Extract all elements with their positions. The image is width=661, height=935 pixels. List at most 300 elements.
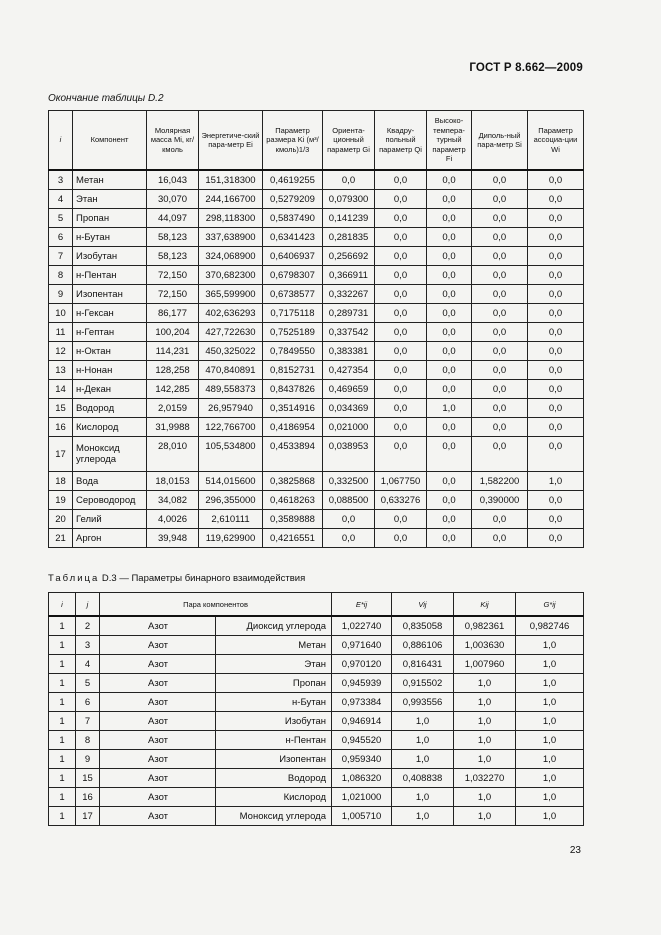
cell-component-1: Азот: [100, 769, 216, 788]
cell-association: 0,0: [528, 228, 584, 247]
cell-i: 11: [49, 323, 73, 342]
cell-molar-mass: 72,150: [147, 285, 199, 304]
col-header-orientation: Ориента-ционный параметр Gi: [323, 111, 375, 171]
cell-i: 1: [49, 788, 76, 807]
cell-component: Аргон: [73, 529, 147, 548]
cell-energy: 337,638900: [199, 228, 263, 247]
table-d2: [48, 110, 584, 548]
col-header-molar-mass: Молярная масса Mi, кг/кмоль: [147, 111, 199, 171]
table-d2-header-row: [49, 111, 584, 171]
cell-e: 1,086320: [332, 769, 392, 788]
cell-k: 1,003630: [454, 636, 516, 655]
cell-size: 0,5837490: [263, 209, 323, 228]
cell-e: 0,973384: [332, 693, 392, 712]
cell-component-2: Изопентан: [216, 750, 332, 769]
col-header-dipole: Диполь-ный пара-метр Si: [472, 111, 528, 171]
cell-g: 1,0: [516, 636, 584, 655]
cell-e: 0,946914: [332, 712, 392, 731]
table-d3: [48, 592, 584, 826]
cell-k: 1,0: [454, 693, 516, 712]
table-row: [49, 655, 584, 674]
cell-association: 1,0: [528, 472, 584, 491]
cell-quadrupole: 0,0: [375, 228, 427, 247]
cell-v: 1,0: [392, 731, 454, 750]
cell-dipole: 0,0: [472, 285, 528, 304]
cell-component-1: Азот: [100, 636, 216, 655]
cell-j: 2: [76, 616, 100, 636]
cell-size: 0,3825868: [263, 472, 323, 491]
cell-component: н-Гексан: [73, 304, 147, 323]
cell-orientation: 0,038953: [323, 437, 375, 472]
table-row: [49, 693, 584, 712]
cell-component-2: Диоксид углерода: [216, 616, 332, 636]
cell-dipole: 0,0: [472, 266, 528, 285]
cell-i: 21: [49, 529, 73, 548]
cell-e: 1,022740: [332, 616, 392, 636]
table-row: [49, 807, 584, 826]
table-row: [49, 437, 584, 472]
cell-orientation: 0,0: [323, 510, 375, 529]
table-d3-caption-text: D.3 — Параметры бинарного взаимодействия: [101, 573, 306, 584]
cell-size: 0,6406937: [263, 247, 323, 266]
col-header-j: j: [76, 593, 100, 617]
cell-j: 4: [76, 655, 100, 674]
col-header-pair: Пара компонентов: [100, 593, 332, 617]
cell-component-1: Азот: [100, 788, 216, 807]
cell-quadrupole: 0,0: [375, 285, 427, 304]
cell-dipole: 0,0: [472, 209, 528, 228]
cell-quadrupole: 0,0: [375, 418, 427, 437]
cell-component: н-Октан: [73, 342, 147, 361]
cell-orientation: 0,0: [323, 170, 375, 190]
table-row: [49, 285, 584, 304]
table-row: [49, 247, 584, 266]
cell-j: 7: [76, 712, 100, 731]
table-row: [49, 491, 584, 510]
cell-quadrupole: 0,0: [375, 190, 427, 209]
cell-component: Сероводород: [73, 491, 147, 510]
cell-high-temp: 0,0: [427, 266, 472, 285]
table-row: [49, 304, 584, 323]
cell-high-temp: 0,0: [427, 190, 472, 209]
cell-size: 0,3514916: [263, 399, 323, 418]
cell-size: 0,7849550: [263, 342, 323, 361]
cell-orientation: 0,088500: [323, 491, 375, 510]
cell-component: н-Бутан: [73, 228, 147, 247]
cell-j: 6: [76, 693, 100, 712]
cell-component-1: Азот: [100, 655, 216, 674]
cell-quadrupole: 0,0: [375, 247, 427, 266]
cell-i: 1: [49, 769, 76, 788]
cell-dipole: 0,0: [472, 418, 528, 437]
cell-association: 0,0: [528, 399, 584, 418]
cell-i: 20: [49, 510, 73, 529]
cell-association: 0,0: [528, 380, 584, 399]
cell-i: 15: [49, 399, 73, 418]
cell-orientation: 0,289731: [323, 304, 375, 323]
cell-g: 1,0: [516, 807, 584, 826]
table-row: [49, 472, 584, 491]
cell-e: 0,945939: [332, 674, 392, 693]
table-row: [49, 750, 584, 769]
cell-energy: 2,610111: [199, 510, 263, 529]
cell-i: 1: [49, 616, 76, 636]
table-row: [49, 731, 584, 750]
cell-association: 0,0: [528, 342, 584, 361]
col-header-i: i: [49, 593, 76, 617]
cell-quadrupole: 0,0: [375, 510, 427, 529]
cell-quadrupole: 0,0: [375, 529, 427, 548]
cell-j: 8: [76, 731, 100, 750]
table-d3-caption-label: Таблица: [48, 573, 100, 584]
cell-i: 6: [49, 228, 73, 247]
cell-component: н-Нонан: [73, 361, 147, 380]
cell-quadrupole: 0,0: [375, 323, 427, 342]
table-row: [49, 674, 584, 693]
cell-orientation: 0,256692: [323, 247, 375, 266]
cell-k: 1,0: [454, 674, 516, 693]
cell-association: 0,0: [528, 304, 584, 323]
cell-component: н-Пентан: [73, 266, 147, 285]
cell-dipole: 0,0: [472, 529, 528, 548]
col-header-e: E*ij: [332, 593, 392, 617]
cell-energy: 151,318300: [199, 170, 263, 190]
cell-molar-mass: 44,097: [147, 209, 199, 228]
page-number: 23: [569, 845, 581, 856]
cell-v: 0,993556: [392, 693, 454, 712]
cell-k: 1,0: [454, 788, 516, 807]
cell-i: 8: [49, 266, 73, 285]
cell-e: 0,959340: [332, 750, 392, 769]
cell-dipole: 0,390000: [472, 491, 528, 510]
cell-association: 0,0: [528, 170, 584, 190]
cell-v: 1,0: [392, 807, 454, 826]
cell-molar-mass: 58,123: [147, 228, 199, 247]
cell-i: 1: [49, 636, 76, 655]
cell-size: 0,7525189: [263, 323, 323, 342]
cell-molar-mass: 31,9988: [147, 418, 199, 437]
cell-energy: 324,068900: [199, 247, 263, 266]
cell-v: 0,408838: [392, 769, 454, 788]
cell-component: Метан: [73, 170, 147, 190]
cell-k: 0,982361: [454, 616, 516, 636]
col-header-component: Компонент: [73, 111, 147, 171]
cell-energy: 244,166700: [199, 190, 263, 209]
cell-g: 1,0: [516, 674, 584, 693]
cell-i: 16: [49, 418, 73, 437]
cell-g: 1,0: [516, 693, 584, 712]
cell-high-temp: 0,0: [427, 418, 472, 437]
cell-j: 9: [76, 750, 100, 769]
cell-component: Этан: [73, 190, 147, 209]
cell-molar-mass: 86,177: [147, 304, 199, 323]
cell-orientation: 0,366911: [323, 266, 375, 285]
cell-i: 7: [49, 247, 73, 266]
cell-quadrupole: 0,0: [375, 361, 427, 380]
cell-high-temp: 0,0: [427, 380, 472, 399]
cell-molar-mass: 18,0153: [147, 472, 199, 491]
table-row: [49, 380, 584, 399]
cell-i: 1: [49, 674, 76, 693]
cell-association: 0,0: [528, 190, 584, 209]
cell-molar-mass: 16,043: [147, 170, 199, 190]
cell-i: 1: [49, 807, 76, 826]
col-header-high-temp: Высоко-темпера-турный параметр Fi: [427, 111, 472, 171]
cell-association: 0,0: [528, 491, 584, 510]
cell-g: 1,0: [516, 655, 584, 674]
cell-component-1: Азот: [100, 731, 216, 750]
cell-k: 1,032270: [454, 769, 516, 788]
col-header-i: i: [49, 111, 73, 171]
cell-high-temp: 0,0: [427, 361, 472, 380]
cell-component: н-Декан: [73, 380, 147, 399]
col-header-g: G*ij: [516, 593, 584, 617]
col-header-energy: Энергетиче-ский пара-метр Ei: [199, 111, 263, 171]
cell-molar-mass: 28,010: [147, 437, 199, 472]
cell-component-2: Изобутан: [216, 712, 332, 731]
cell-dipole: 0,0: [472, 323, 528, 342]
cell-quadrupole: 0,0: [375, 380, 427, 399]
cell-i: 5: [49, 209, 73, 228]
table-row: [49, 342, 584, 361]
cell-molar-mass: 58,123: [147, 247, 199, 266]
table-d2-caption: Окончание таблицы D.2: [48, 93, 164, 104]
cell-orientation: 0,332500: [323, 472, 375, 491]
cell-component: Моноксид углерода: [73, 437, 147, 472]
cell-orientation: 0,427354: [323, 361, 375, 380]
col-header-association: Параметр ассоциа-ции Wi: [528, 111, 584, 171]
cell-k: 1,0: [454, 807, 516, 826]
cell-component: Водород: [73, 399, 147, 418]
table-row: [49, 361, 584, 380]
cell-component: Вода: [73, 472, 147, 491]
cell-v: 0,886106: [392, 636, 454, 655]
cell-i: 1: [49, 693, 76, 712]
cell-dipole: 0,0: [472, 247, 528, 266]
cell-association: 0,0: [528, 209, 584, 228]
cell-high-temp: 0,0: [427, 323, 472, 342]
cell-molar-mass: 72,150: [147, 266, 199, 285]
cell-i: 1: [49, 712, 76, 731]
table-row: [49, 418, 584, 437]
cell-high-temp: 0,0: [427, 472, 472, 491]
cell-component-1: Азот: [100, 616, 216, 636]
cell-energy: 105,534800: [199, 437, 263, 472]
cell-i: 14: [49, 380, 73, 399]
cell-k: 1,0: [454, 712, 516, 731]
cell-size: 0,6798307: [263, 266, 323, 285]
cell-g: 1,0: [516, 712, 584, 731]
cell-i: 1: [49, 731, 76, 750]
cell-dipole: 0,0: [472, 170, 528, 190]
cell-high-temp: 0,0: [427, 437, 472, 472]
cell-j: 3: [76, 636, 100, 655]
cell-molar-mass: 2,0159: [147, 399, 199, 418]
cell-component-2: Водород: [216, 769, 332, 788]
cell-g: 0,982746: [516, 616, 584, 636]
table-row: [49, 712, 584, 731]
standard-header: ГОСТ Р 8.662—2009: [469, 62, 583, 74]
cell-energy: 296,355000: [199, 491, 263, 510]
cell-component-1: Азот: [100, 712, 216, 731]
cell-energy: 26,957940: [199, 399, 263, 418]
cell-k: 1,007960: [454, 655, 516, 674]
cell-component-2: Этан: [216, 655, 332, 674]
table-row: [49, 510, 584, 529]
cell-dipole: 0,0: [472, 361, 528, 380]
cell-high-temp: 0,0: [427, 285, 472, 304]
cell-component: Изобутан: [73, 247, 147, 266]
cell-association: 0,0: [528, 285, 584, 304]
cell-size: 0,8152731: [263, 361, 323, 380]
cell-orientation: 0,469659: [323, 380, 375, 399]
cell-i: 19: [49, 491, 73, 510]
cell-quadrupole: 1,067750: [375, 472, 427, 491]
cell-energy: 489,558373: [199, 380, 263, 399]
cell-size: 0,4186954: [263, 418, 323, 437]
cell-association: 0,0: [528, 361, 584, 380]
cell-size: 0,7175118: [263, 304, 323, 323]
cell-orientation: 0,079300: [323, 190, 375, 209]
table-row: [49, 190, 584, 209]
cell-e: 0,945520: [332, 731, 392, 750]
cell-component: Пропан: [73, 209, 147, 228]
cell-dipole: 0,0: [472, 437, 528, 472]
cell-v: 1,0: [392, 788, 454, 807]
table-row: [49, 266, 584, 285]
cell-i: 10: [49, 304, 73, 323]
table-row: [49, 323, 584, 342]
cell-v: 0,816431: [392, 655, 454, 674]
cell-component-1: Азот: [100, 693, 216, 712]
cell-dipole: 0,0: [472, 342, 528, 361]
cell-e: 0,970120: [332, 655, 392, 674]
cell-size: 0,4619255: [263, 170, 323, 190]
table-row: [49, 529, 584, 548]
cell-component: Гелий: [73, 510, 147, 529]
cell-energy: 427,722630: [199, 323, 263, 342]
col-header-v: Vij: [392, 593, 454, 617]
cell-size: 0,6341423: [263, 228, 323, 247]
cell-dipole: 0,0: [472, 190, 528, 209]
table-row: [49, 399, 584, 418]
cell-size: 0,3589888: [263, 510, 323, 529]
cell-size: 0,5279209: [263, 190, 323, 209]
cell-j: 15: [76, 769, 100, 788]
cell-dipole: 0,0: [472, 228, 528, 247]
cell-association: 0,0: [528, 323, 584, 342]
table-row: [49, 170, 584, 190]
cell-molar-mass: 4,0026: [147, 510, 199, 529]
cell-high-temp: 0,0: [427, 491, 472, 510]
cell-component-1: Азот: [100, 750, 216, 769]
cell-energy: 450,325022: [199, 342, 263, 361]
table-row: [49, 788, 584, 807]
cell-orientation: 0,332267: [323, 285, 375, 304]
cell-k: 1,0: [454, 731, 516, 750]
col-header-k: Kij: [454, 593, 516, 617]
cell-component: н-Гептан: [73, 323, 147, 342]
cell-v: 1,0: [392, 712, 454, 731]
cell-orientation: 0,0: [323, 529, 375, 548]
col-header-quadrupole: Квадру-польный параметр Qi: [375, 111, 427, 171]
cell-k: 1,0: [454, 750, 516, 769]
cell-size: 0,4618263: [263, 491, 323, 510]
cell-i: 18: [49, 472, 73, 491]
cell-i: 12: [49, 342, 73, 361]
cell-i: 3: [49, 170, 73, 190]
cell-high-temp: 0,0: [427, 247, 472, 266]
table-row: [49, 209, 584, 228]
cell-g: 1,0: [516, 731, 584, 750]
cell-quadrupole: 0,0: [375, 437, 427, 472]
cell-orientation: 0,021000: [323, 418, 375, 437]
cell-orientation: 0,337542: [323, 323, 375, 342]
cell-energy: 470,840891: [199, 361, 263, 380]
cell-v: 0,915502: [392, 674, 454, 693]
cell-e: 0,971640: [332, 636, 392, 655]
cell-size: 0,8437826: [263, 380, 323, 399]
cell-component-1: Азот: [100, 807, 216, 826]
table-d3-caption: [48, 573, 305, 584]
cell-i: 1: [49, 750, 76, 769]
cell-quadrupole: 0,0: [375, 209, 427, 228]
cell-i: 1: [49, 655, 76, 674]
cell-dipole: 1,582200: [472, 472, 528, 491]
cell-component-2: н-Пентан: [216, 731, 332, 750]
cell-association: 0,0: [528, 529, 584, 548]
cell-i: 9: [49, 285, 73, 304]
cell-quadrupole: 0,633276: [375, 491, 427, 510]
cell-i: 4: [49, 190, 73, 209]
cell-association: 0,0: [528, 418, 584, 437]
cell-molar-mass: 142,285: [147, 380, 199, 399]
cell-energy: 514,015600: [199, 472, 263, 491]
cell-association: 0,0: [528, 247, 584, 266]
table-row: [49, 636, 584, 655]
cell-association: 0,0: [528, 437, 584, 472]
cell-v: 1,0: [392, 750, 454, 769]
cell-e: 1,021000: [332, 788, 392, 807]
cell-energy: 365,599900: [199, 285, 263, 304]
cell-molar-mass: 114,231: [147, 342, 199, 361]
cell-component: Кислород: [73, 418, 147, 437]
table-d3-header-row: [49, 593, 584, 617]
cell-energy: 370,682300: [199, 266, 263, 285]
cell-molar-mass: 39,948: [147, 529, 199, 548]
cell-g: 1,0: [516, 750, 584, 769]
cell-molar-mass: 30,070: [147, 190, 199, 209]
cell-component-2: Пропан: [216, 674, 332, 693]
cell-g: 1,0: [516, 788, 584, 807]
cell-component: Изопентан: [73, 285, 147, 304]
cell-v: 0,835058: [392, 616, 454, 636]
cell-g: 1,0: [516, 769, 584, 788]
cell-component-2: н-Бутан: [216, 693, 332, 712]
cell-size: 0,4533894: [263, 437, 323, 472]
cell-j: 5: [76, 674, 100, 693]
cell-orientation: 0,281835: [323, 228, 375, 247]
cell-high-temp: 0,0: [427, 304, 472, 323]
cell-quadrupole: 0,0: [375, 170, 427, 190]
cell-component-2: Моноксид углерода: [216, 807, 332, 826]
cell-high-temp: 0,0: [427, 170, 472, 190]
cell-i: 13: [49, 361, 73, 380]
cell-j: 16: [76, 788, 100, 807]
cell-quadrupole: 0,0: [375, 342, 427, 361]
cell-association: 0,0: [528, 266, 584, 285]
cell-component-1: Азот: [100, 674, 216, 693]
